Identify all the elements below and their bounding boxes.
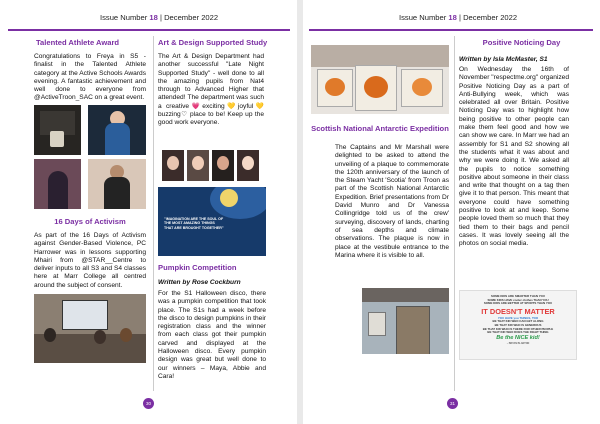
photo-freya	[88, 105, 146, 155]
column-divider	[153, 36, 154, 391]
photo-award-night	[34, 159, 81, 209]
poster-line: BE THAT KID WHO DOES THE RIGHT THING	[487, 330, 549, 335]
page-30	[0, 0, 297, 424]
art-title: Art & Design Supported Study	[158, 38, 268, 47]
photo-art-poster	[158, 187, 266, 256]
issue-number: 18	[149, 13, 158, 22]
photo-plaque	[362, 288, 449, 354]
poster-line: SOME KIDS ARE SMARTER THAN YOU	[491, 294, 545, 298]
activism-title: 16 Days of Activism	[54, 217, 126, 226]
photo-classroom	[34, 294, 146, 363]
poster-line: BE THAT KID WHO CAN GET ALONG	[492, 319, 544, 324]
poster-line: YOU HAVE you THINGS, TOO	[497, 315, 539, 320]
athlete-title: Talented Athlete Award	[35, 38, 120, 47]
issue-date: | December 2022	[159, 13, 219, 22]
poster-headline: IT DOESN'T MATTER	[481, 306, 555, 316]
issue-number: 18	[448, 13, 457, 22]
poster-quote: "IMAGINATION ARE THE SOUL OF THE MOST AMAZING THINGS THAT ARE BROUGHT TOGETHER"	[164, 217, 224, 230]
pumpkin-byline: Written by Rose Cockburn	[158, 279, 241, 286]
pumpkin-body: For the S1 Halloween disco, there was a pumpkin competition that took place. The S1s had a week before the disco to design pumpkins in their registration class and the winner from each class got their pumpkin carved and displayed at the Halloween disco. Every pumpkin design was great but well done to our winners – Maya, Abbie and Cara!	[158, 290, 266, 380]
antarctic-title: Scottish National Antarctic Expedition	[311, 124, 449, 133]
noticing-title: Positive Noticing Day	[482, 38, 561, 47]
art-body: The Art & Design Department had another successful "Late Night Supported Study" - well done to all the amazing pupils from Nat4 through to Advanced Higher that attended! The department was such a creative💗exciting💛joyful💛buzzing♡ place to be! Keep up the good work everyone.	[158, 53, 264, 127]
noticing-body: On Wednesday the 16th of November "respectme.org" organized Positive Noticing Day as a part of Anti-Bullying week, which was celebrated all over Britain. Positive Noticing Day was to highlight how being positive to other people can make them feel good and how we can show we care. In Marr we had an assembly for S1 and S2 showing all the students what it was about and why we were doing it. We asked all the pupils to notice something positive about someone in their class and write that thought on a tag then give it to that person. This meant that everyone could have something positive to look at and keep. Some people loved them so much that they tied them to their bags and pencil cases. It was lovely seeing all the photos on social media.	[459, 66, 569, 248]
photo-award-trophy	[34, 105, 81, 155]
issue-date: | December 2022	[458, 13, 518, 22]
header-rule	[309, 29, 593, 31]
issue-label: Issue Number	[100, 13, 148, 22]
pumpkin-title: Pumpkin Competition	[158, 263, 237, 272]
issue-header	[399, 13, 517, 22]
page-31	[303, 0, 600, 424]
header-rule	[8, 29, 290, 31]
photo-pumpkin-designs	[311, 45, 449, 114]
noticing-byline: Written by Isla McMaster, S1	[459, 56, 548, 63]
athlete-body: Congratulations to Freya in S5 - finalist in the Talented Athlete category at the Active Schools Awards evening. A fantastic achievement and well done to everyone from @ActiveTroon_SAC on a great event.	[34, 53, 146, 102]
poster-line: SOME KIDS HAVE cooler clothes THAN YOU	[487, 297, 549, 302]
page-number: 31	[447, 398, 458, 409]
poster-nice: Be the NICE kid!	[496, 334, 540, 341]
poster-image	[459, 290, 577, 360]
poster-signature: ~ BRYAN BLANTON	[506, 341, 530, 345]
page-number: 30	[143, 398, 154, 409]
antarctic-body: The Captains and Mr Marshall were delighted to be asked to attend the unveiling of a plaque to commemorate the 120th anniversary of the launch of the Steam Yacht 'Scotia' from Troon as part of the Scottish National Antarctic Expedition. Brief presentations from Dr David Munro and Dr Vanessa Collingridge told us of the crew' surveying, discovery of lands, charting of sea depths and climate observations. The plaque is now in place at the vestibule entrance to the Marina where it is visible to all.	[335, 144, 449, 259]
photo-art-portraits	[158, 148, 266, 183]
poster-line: SOME KIDS ARE BETTER AT SPORTS THAN YOU	[483, 301, 553, 306]
column-divider	[454, 36, 455, 391]
issue-header	[100, 13, 218, 22]
poster-line: BE THAT KID WHO IS THERE FOR OTHER PEOPLE	[482, 326, 554, 331]
activism-body: As part of the 16 Days of Activism against Gender-Based Violence, PC Harrower was in lessons supporting Mhairi from @STAR__Centre to deliver inputs to all S3 and S4 classes here at Marr College all centred around the subject of consent.	[34, 232, 146, 289]
photo-award-stage	[88, 159, 146, 209]
issue-label: Issue Number	[399, 13, 447, 22]
poster-line: BE THAT KID WHO IS GENEROUS	[494, 322, 542, 327]
